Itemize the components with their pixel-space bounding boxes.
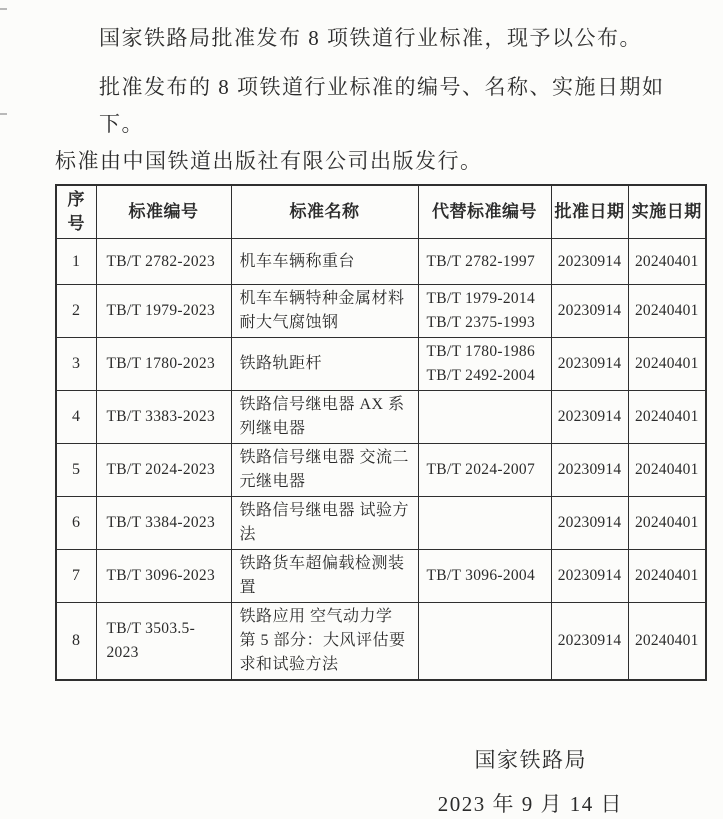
- cell-implementation-date: 20240401: [628, 497, 706, 550]
- cell-standard-name: 铁路应用 空气动力学 第 5 部分：大风评估要求和试验方法: [231, 603, 418, 681]
- cell-replaced-codes: TB/T 2024-2007: [418, 444, 551, 497]
- header-implementation-date: 实施日期: [628, 185, 706, 239]
- cell-implementation-date: 20240401: [628, 391, 706, 444]
- header-approval-date: 批准日期: [551, 185, 628, 239]
- signature-date: 2023 年 9 月 14 日: [437, 792, 623, 816]
- intro-paragraph-3: 标准由中国铁道出版社有限公司出版发行。: [55, 149, 483, 173]
- cell-approval-date: 20230914: [551, 603, 628, 681]
- cell-standard-code: TB/T 2024-2023: [96, 444, 231, 497]
- cell-standard-name: 机车车辆特种金属材料耐大气腐蚀钢: [231, 285, 418, 338]
- cell-replaced-codes: TB/T 2782-1997: [418, 239, 551, 285]
- cell-standard-code: TB/T 3384-2023: [96, 497, 231, 550]
- cell-standard-code: TB/T 3503.5-2023: [96, 603, 231, 681]
- table-header-row: [56, 185, 706, 239]
- cell-standard-name: 铁路轨距杆: [231, 338, 418, 391]
- cell-replaced-codes: TB/T 1979-2014 TB/T 2375-1993: [418, 285, 551, 338]
- cell-serial-number: 3: [56, 338, 96, 391]
- cell-implementation-date: 20240401: [628, 285, 706, 338]
- cell-approval-date: 20230914: [551, 497, 628, 550]
- cell-implementation-date: 20240401: [628, 603, 706, 681]
- cell-implementation-date: 20240401: [628, 338, 706, 391]
- table-row: [56, 603, 706, 681]
- signature-block: [55, 745, 709, 819]
- cell-serial-number: 6: [56, 497, 96, 550]
- cell-standard-code: TB/T 3383-2023: [96, 391, 231, 444]
- cell-approval-date: 20230914: [551, 391, 628, 444]
- cell-approval-date: 20230914: [551, 338, 628, 391]
- header-serial-number: 序号: [56, 185, 96, 239]
- cell-replaced-codes: TB/T 3096-2004: [418, 550, 551, 603]
- cell-serial-number: 2: [56, 285, 96, 338]
- cell-standard-code: TB/T 1780-2023: [96, 338, 231, 391]
- cell-serial-number: 8: [56, 603, 96, 681]
- scan-artifact-mark: [0, 113, 7, 115]
- table-row: [56, 285, 706, 338]
- cell-implementation-date: 20240401: [628, 239, 706, 285]
- cell-approval-date: 20230914: [551, 239, 628, 285]
- cell-replaced-codes: [418, 391, 551, 444]
- cell-implementation-date: 20240401: [628, 550, 706, 603]
- header-standard-code: 标准编号: [96, 185, 231, 239]
- table-row: [56, 497, 706, 550]
- cell-standard-name: 铁路信号继电器 交流二元继电器: [231, 444, 418, 497]
- table-row: [56, 391, 706, 444]
- cell-replaced-codes: [418, 497, 551, 550]
- table-row: [56, 444, 706, 497]
- cell-approval-date: 20230914: [551, 444, 628, 497]
- cell-serial-number: 4: [56, 391, 96, 444]
- cell-standard-code: TB/T 2782-2023: [96, 239, 231, 285]
- header-standard-name: 标准名称: [231, 185, 418, 239]
- cell-standard-name: 铁路货车超偏载检测装置: [231, 550, 418, 603]
- cell-serial-number: 5: [56, 444, 96, 497]
- cell-standard-name: 铁路信号继电器 AX 系列继电器: [231, 391, 418, 444]
- scan-artifact-mark: [0, 8, 7, 10]
- standards-table: [55, 184, 707, 681]
- cell-serial-number: 7: [56, 550, 96, 603]
- cell-implementation-date: 20240401: [628, 444, 706, 497]
- cell-serial-number: 1: [56, 239, 96, 285]
- intro-paragraph-2: 批准发布的 8 项铁道行业标准的编号、名称、实施日期如下。: [99, 75, 665, 136]
- cell-replaced-codes: [418, 603, 551, 681]
- cell-standard-name: 铁路信号继电器 试验方法: [231, 497, 418, 550]
- cell-replaced-codes: TB/T 1780-1986 TB/T 2492-2004: [418, 338, 551, 391]
- header-replaced-code: 代替标准编号: [418, 185, 551, 239]
- table-row: [56, 239, 706, 285]
- table-row: [56, 550, 706, 603]
- signature-issuer: 国家铁路局: [474, 748, 587, 772]
- intro-paragraph-1: 国家铁路局批准发布 8 项铁道行业标准，现予以公布。: [99, 26, 642, 50]
- cell-standard-name: 机车车辆称重台: [231, 239, 418, 285]
- cell-standard-code: TB/T 1979-2023: [96, 285, 231, 338]
- cell-standard-code: TB/T 3096-2023: [96, 550, 231, 603]
- cell-approval-date: 20230914: [551, 285, 628, 338]
- table-row: [56, 338, 706, 391]
- cell-approval-date: 20230914: [551, 550, 628, 603]
